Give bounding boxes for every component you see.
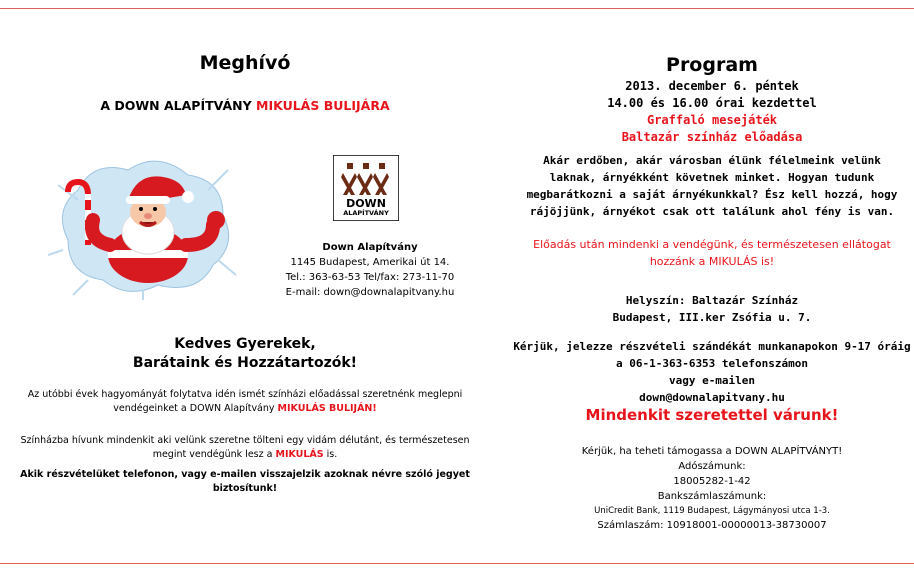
program-time: 14.00 és 16.00 órai kezdettel <box>607 96 817 110</box>
santa-illustration <box>48 150 238 300</box>
logo-text <box>333 198 399 218</box>
greeting <box>0 335 490 373</box>
subtitle-prefix: A DOWN ALAPÍTVÁNY <box>100 98 257 113</box>
support-info <box>510 444 914 533</box>
rsvp-email[interactable]: down@downalapitvany.hu <box>639 391 785 404</box>
para2-text: Színházba hívunk mindenkit aki velünk szeretne tölteni egy vidám délutánt, és természetesen megint vendégünk lesz a <box>20 435 470 460</box>
address-phone: Tel.: 363-63-53 Tel/fax: 273-11-70 <box>285 272 455 283</box>
rsvp-info <box>510 338 914 406</box>
invitation-paragraph-2 <box>5 434 485 462</box>
address-name: Down Alapítvány <box>322 242 418 253</box>
address-email: E-mail: down@downalapitvany.hu <box>285 287 455 298</box>
bottom-border-line <box>0 563 914 564</box>
show-description: Akár erdőben, akár városban élünk félelmeink velünk laknak, árnyékként követnek minket. Hogyan tudunk megbarátkozni a saját árnyékunkkal? Ész kell hozzá, hogy rájöjjünk, árnyékot csak ott találunk ahol fény is van. <box>526 154 898 218</box>
invitation-paragraph-3: Akik részvételüket telefonon, vagy e-mailen visszajelzik azoknak névre szóló jegyet biztosítunk! <box>20 469 470 494</box>
para1-highlight: MIKULÁS BULIJÁN! <box>277 403 377 414</box>
program-title: Program <box>666 54 758 76</box>
rsvp-line-3: vagy e-mailen <box>668 374 756 387</box>
address-street: 1145 Budapest, Amerikai út 14. <box>290 257 450 268</box>
logo-sub-text: ALAPÍTVÁNY <box>343 209 389 217</box>
rsvp-line-1: Kérjük, jelezze részvételi szándékát munkanapokon 9-17 óráig <box>513 340 911 353</box>
bank-name: UniCredit Bank, 1119 Budapest, Lágymányosi utca 1-3. <box>594 506 830 516</box>
greeting-line-1: Kedves Gyerekek, <box>174 336 316 352</box>
venue-line-1: Helyszín: Baltazár Színház <box>625 294 799 307</box>
para1-text: Az utóbbi évek hagyományát folytatva idén ismét színházi előadással szeretnénk meglepni vendégeinket a DOWN Alapítvány <box>27 389 463 414</box>
top-border-line <box>0 8 914 9</box>
greeting-line-2: Barátaink és Hozzátartozók! <box>132 355 358 371</box>
welcome-message: Mindenkit szeretettel várunk! <box>585 406 839 424</box>
foundation-address <box>270 240 470 300</box>
invitation-title: Meghívó <box>199 52 291 74</box>
account-number: Számlaszám: 10918001-00000013-38730007 <box>597 520 827 531</box>
logo-main-text: DOWN <box>346 197 386 210</box>
after-show-note: Előadás után mindenki a vendégünk, és természetesen ellátogat hozzánk a MIKULÁS is! <box>533 238 891 268</box>
invitation-paragraph-1 <box>5 388 485 416</box>
theatre-name: Baltazár színház előadása <box>621 130 803 144</box>
support-line: Kérjük, ha teheti támogassa a DOWN ALAPÍTVÁNYT! <box>581 446 843 457</box>
venue-line-2: Budapest, III.ker Zsófia u. 7. <box>612 311 812 324</box>
rsvp-line-2: a 06-1-363-6353 telefonszámon <box>615 357 809 370</box>
venue <box>510 292 914 326</box>
subtitle-highlight: MIKULÁS BULIJÁRA <box>256 98 390 113</box>
program-date-time <box>510 78 914 146</box>
para2-highlight: MIKULÁS <box>275 449 324 460</box>
bank-label: Bankszámlaszámunk: <box>657 491 767 502</box>
tax-number: 18005282-1-42 <box>673 476 751 487</box>
show-title: Graffaló mesejáték <box>646 113 778 127</box>
program-date: 2013. december 6. péntek <box>625 79 799 93</box>
invitation-subtitle <box>0 98 490 113</box>
para2-end: is. <box>323 449 338 460</box>
tax-label: Adószámunk: <box>678 461 746 472</box>
